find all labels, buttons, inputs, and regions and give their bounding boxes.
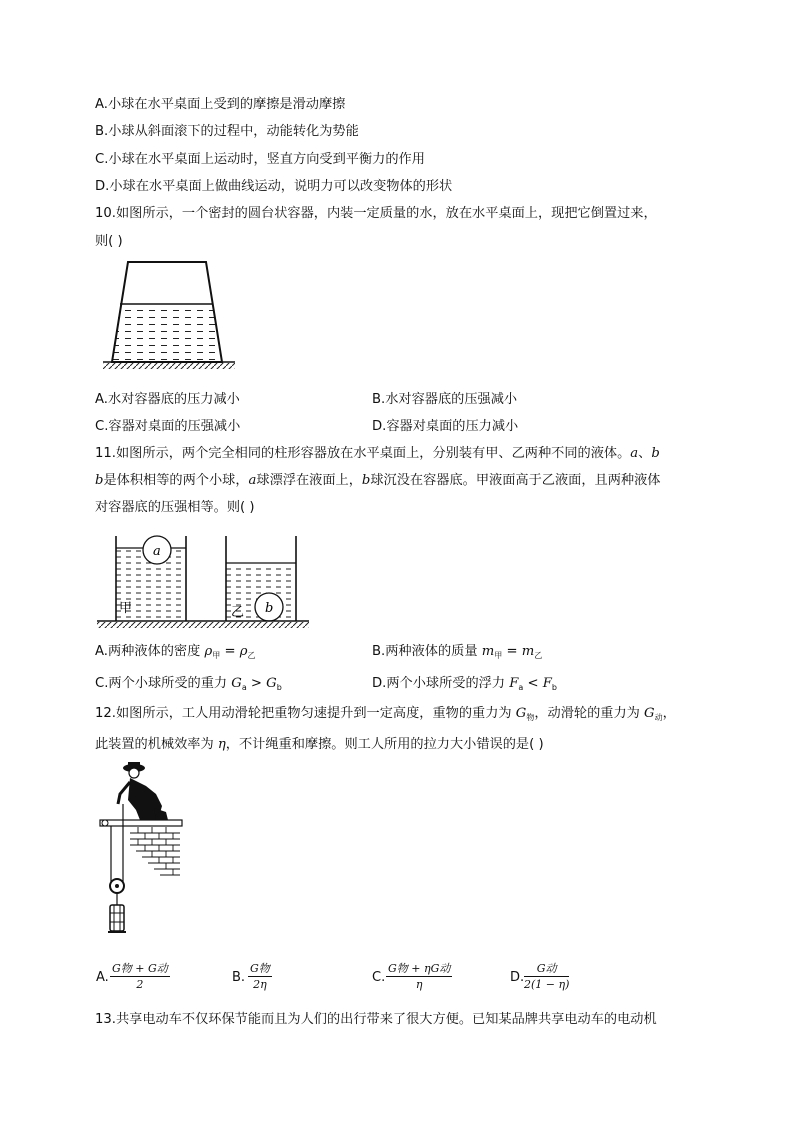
q9-option-d: D.小球在水平桌面上做曲线运动，说明力可以改变物体的形状 xyxy=(95,179,453,194)
q10-option-b: B.水对容器底的压强减小 xyxy=(372,392,518,407)
q12-option-b-fraction: G物 2η xyxy=(250,962,270,991)
label-jia: 甲 xyxy=(119,601,133,616)
q11-figure-two-containers xyxy=(95,530,311,634)
q11-var-a: a xyxy=(630,446,639,461)
q12-option-a-fraction: G物 + G动 2 xyxy=(112,962,168,991)
q11-stem-text2a: 是体积相等的两个小球， xyxy=(103,473,249,488)
q12-option-c-fraction: G物 + ηG动 η xyxy=(388,962,451,991)
q10-option-a: A.水对容器底的压力减小 xyxy=(95,392,240,407)
q13-stem-line1: 13.共享电动车不仅环保节能而且为人们的出行带来了很大方便。已知某品牌共享电动车的电动机 xyxy=(95,1012,657,1027)
q11-var-b-start: b xyxy=(95,473,104,488)
q10-option-d: D.容器对桌面的压力减小 xyxy=(372,419,519,434)
q10-figure-frustum-container xyxy=(100,258,240,370)
q11-stem-line3: 对容器底的压强相等。则( ) xyxy=(95,500,255,515)
q12-option-d-label: D. xyxy=(510,970,525,985)
q12-figure-worker-pulley xyxy=(96,760,186,946)
q12-stem-line1: 12.如图所示，工人用动滑轮把重物匀速提升到一定高度，重物的重力为 $G_物$，动滑轮的重力为 $G_动$， xyxy=(95,706,676,722)
q11-var-b-2: b xyxy=(361,473,371,488)
q10-stem-line1: 10.如图所示，一个密封的圆台状容器，内装一定质量的水，放在水平桌面上，现把它倒置过来， xyxy=(95,206,657,221)
q11-var-a-2: a xyxy=(248,473,257,488)
q12-option-d-fraction: G动 2(1 − η) xyxy=(524,962,570,991)
label-yi: 乙 xyxy=(231,605,245,620)
q12-option-a-label: A. xyxy=(96,970,109,985)
q12-option-b-label: B. xyxy=(232,970,246,985)
q11-option-b: B.两种液体的质量 $m_甲 = m_乙$ xyxy=(372,644,543,660)
q9-option-b: B.小球从斜面滚下的过程中，动能转化为势能 xyxy=(95,124,359,139)
ball-b-label: b xyxy=(265,601,274,616)
q11-option-c: C.两个小球所受的重力 $G_a > G_b$ xyxy=(95,676,282,692)
q11-stem-text1: 11.如图所示，两个完全相同的柱形容器放在水平桌面上，分别装有甲、乙两种不同的液体。 xyxy=(95,446,631,461)
q9-option-c: C.小球在水平桌面上运动时，竖直方向受到平衡力的作用 xyxy=(95,152,425,167)
q9-option-a: A.小球在水平桌面上受到的摩擦是滑动摩擦 xyxy=(95,97,346,112)
q11-var-b: b xyxy=(651,446,660,461)
q10-stem-line2: 则( ) xyxy=(95,234,123,249)
q11-stem-text2c: 球沉没在容器底。甲液面高于乙液面，且两种液体 xyxy=(370,473,661,488)
q11-stem-line2 xyxy=(95,472,660,490)
q11-option-a: A.两种液体的密度 $\rho_甲 = \rho_乙$ xyxy=(95,644,256,660)
q12-option-c-label: C. xyxy=(372,970,386,985)
ball-a-label: a xyxy=(153,544,161,559)
q11-stem-text2b: 球漂浮在液面上， xyxy=(256,473,362,488)
q11-sep: 、 xyxy=(638,446,652,461)
q11-option-d: D.两个小球所受的浮力 $F_a < F_b$ xyxy=(372,676,557,692)
q10-option-c: C.容器对桌面的压强减小 xyxy=(95,419,241,434)
q12-stem-line2: 此装置的机械效率为 η，不计绳重和摩擦。则工人所用的拉力大小错误的是( ) xyxy=(95,737,544,752)
q11-stem-line1 xyxy=(95,445,660,463)
